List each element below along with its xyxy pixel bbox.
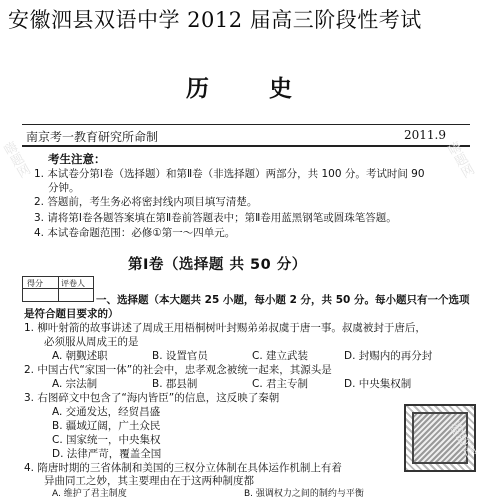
option-item: B. 疆域辽阔，广土众民 (52, 420, 161, 432)
question-stem: 2. 中国古代“家国一体”的社会中，忠孝观念被统一起来，其源头是 (24, 364, 332, 376)
score-box-divider (58, 277, 59, 301)
notice-item: 1. 本试卷分第Ⅰ卷（选择题）和第Ⅱ卷（非选择题）两部分，共 100 分。考试时间 90 (34, 168, 425, 180)
issuer-text: 南京考一教育研究所命制 (26, 130, 159, 144)
notice-item: 3. 请将第Ⅰ卷各题答案填在第Ⅱ卷前答题表中；第Ⅱ卷用蓝黑钢笔或圆珠笔答题。 (34, 212, 397, 224)
notice-title: 考生注意： (48, 152, 106, 166)
question-stem: 1. 柳叶射箭的故事讲述了周成王用梧桐树叶封赐弟弟叔虞于唐一事。叔虞被封于唐后， (24, 322, 426, 334)
exam-title: 安徽泗县双语中学 2012 届高三阶段性考试 (8, 8, 422, 32)
section-instruction: 是符合题目要求的） (24, 308, 119, 320)
watermark-logo: 嗨 题 网 (447, 419, 480, 462)
option-item: D. 法律严苛，覆盖全国 (52, 448, 162, 460)
question-stem: 异曲同工之妙，其主要理由在于这两种制度都 (44, 475, 254, 487)
option-item: D. 封赐内的再分封 (344, 350, 433, 362)
question-stem: 4. 隋唐时期的三省体制和美国的三权分立体制在具体运作机制上有着 (24, 462, 342, 474)
notice-item: 分钟。 (48, 182, 80, 194)
question-stem: 必须服从周成王的是 (44, 336, 139, 348)
exam-date: 2011.9 (404, 128, 446, 142)
option-item: A. 朝觐述职 (52, 350, 108, 362)
option-item: D. 中央集权制 (344, 378, 412, 390)
watermark-logo: 嗨 题 网 (1, 139, 34, 182)
option-item: A. 维护了君主制度 (52, 489, 127, 499)
option-item: C. 建立武装 (252, 350, 309, 362)
option-item: A. 宗法制 (52, 378, 98, 390)
option-item: C. 国家统一，中央集权 (52, 434, 161, 446)
option-item: C. 君主专制 (252, 378, 309, 390)
section-instruction: 一、选择题（本大题共 25 小题，每小题 2 分，共 50 分。每小题只有一个选项 (96, 294, 470, 306)
part1-heading: 第Ⅰ卷（选择题 共 50 分） (128, 257, 307, 273)
option-item: B. 强调权力之间的制约与平衡 (244, 489, 364, 499)
score-box (22, 276, 94, 302)
option-item: A. 交通发达，经贸昌盛 (52, 406, 161, 418)
question-stem: 3. 右图碎文中包含了“海内皆臣”的信息，这反映了秦朝 (24, 392, 280, 404)
option-item: B. 郡县制 (152, 378, 198, 390)
notice-item: 2. 答题前，考生务必将密封线内项目填写清楚。 (34, 196, 258, 208)
grader-label: 评卷人 (61, 279, 85, 288)
subject-title: 历 史 (186, 75, 319, 102)
watermark-logo: 嗨 题 网 (445, 139, 478, 182)
notice-item: 4. 本试卷命题范围：必修①第一～四单元。 (34, 227, 236, 239)
score-label: 得分 (27, 279, 43, 288)
header-rule-bottom (22, 145, 470, 147)
header-rule (22, 124, 470, 125)
option-item: B. 设置官员 (152, 350, 208, 362)
